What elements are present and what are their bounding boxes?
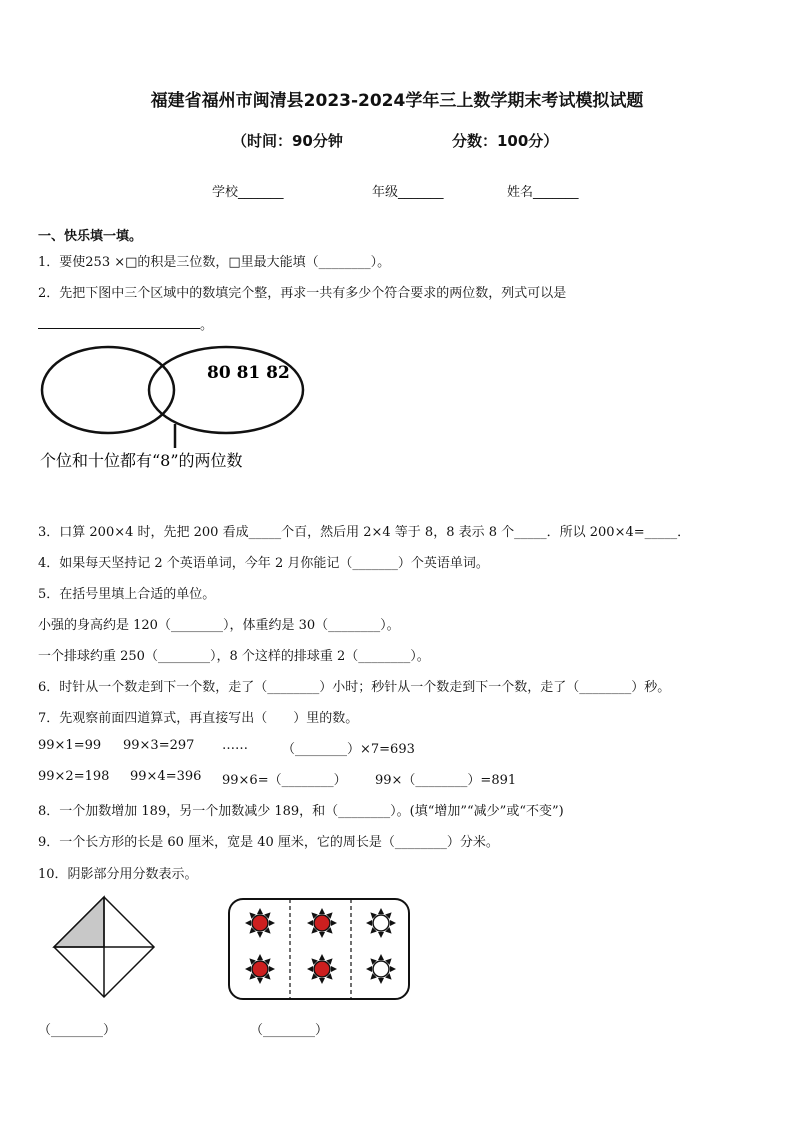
q7-r2c1: 99×2=198: [38, 769, 110, 784]
question-10: 10．阴影部分用分数表示。: [38, 867, 198, 882]
question-9: 9．一个长方形的长是 60 厘米，宽是 40 厘米，它的周长是（________）分米。: [38, 835, 499, 850]
venn-diagram: [36, 340, 326, 480]
page-title: 福建省福州市闽清县2023-2024学年三上数学期末考试模拟试题: [150, 91, 644, 111]
exam-time: （时间：90分钟: [232, 132, 343, 150]
question-5-line-2: 一个排球约重 250（________），8 个这样的排球重 2（________）。: [38, 649, 430, 664]
question-3: 3．口算 200×4 时，先把 200 看成_____个百，然后用 2×4 等于 8，8 表示 8 个_____．所以 200×4=_____．: [38, 525, 691, 540]
question-2-answer-line[interactable]: [38, 314, 213, 333]
q10-answer-1[interactable]: （________）: [38, 1023, 117, 1038]
sun-fraction-figure: [226, 896, 412, 1002]
q7-r2c4: 99×（________）=891: [375, 773, 517, 788]
venn-numbers: 80 81 82: [207, 363, 290, 383]
school-field[interactable]: 学校_______: [212, 185, 284, 200]
q7-r2c3: 99×6=（________）: [222, 773, 347, 788]
sun-icon: [366, 954, 396, 984]
venn-right-circle: [149, 347, 303, 433]
question-2-period: 。: [200, 318, 214, 333]
q10-answer-2[interactable]: （________）: [250, 1023, 329, 1038]
q7-r1c3: ……: [222, 738, 248, 753]
q7-r1c1: 99×1=99: [38, 738, 102, 753]
question-2: 2．先把下图中三个区域中的数填完个整，再求一共有多少个符合要求的两位数，列式可以是: [38, 286, 567, 301]
exam-score: 分数：100分）: [452, 132, 559, 150]
sun-icon: [307, 908, 337, 938]
q7-r2c2: 99×4=396: [130, 769, 202, 784]
shaded-part: [54, 897, 104, 947]
question-5-line-1: 小强的身高约是 120（________），体重约是 30（________）。: [38, 618, 400, 633]
name-field[interactable]: 姓名_______: [507, 185, 579, 200]
sun-icon: [366, 908, 396, 938]
sun-icon: [245, 908, 275, 938]
square-fraction-figure: [50, 893, 162, 1005]
question-4: 4．如果每天坚持记 2 个英语单词，今年 2 月你能记（_______）个英语单词。: [38, 556, 489, 571]
venn-caption: 个位和十位都有“8”的两位数: [40, 451, 243, 470]
answer-blank[interactable]: [38, 316, 200, 329]
q7-r1c2: 99×3=297: [123, 738, 195, 753]
question-8: 8．一个加数增加 189，另一个加数减少 189，和（________）。(填“增加”“减少”或“不变”): [38, 804, 564, 819]
sun-icon: [245, 954, 275, 984]
question-7: 7．先观察前面四道算式，再直接写出（ ）里的数。: [38, 711, 359, 726]
venn-left-circle: [42, 347, 174, 433]
question-6: 6．时针从一个数走到下一个数，走了（________）小时；秒针从一个数走到下一个数，走了（________）秒。: [38, 680, 671, 695]
question-1: 1．要使253 ×□的积是三位数，□里最大能填（________）。: [38, 255, 391, 270]
sun-icon: [307, 954, 337, 984]
grade-field[interactable]: 年级_______: [372, 185, 444, 200]
q7-r1c4: （________）×7=693: [282, 742, 415, 757]
question-5: 5．在括号里填上合适的单位。: [38, 587, 216, 602]
section-heading: 一、快乐填一填。: [38, 229, 143, 244]
